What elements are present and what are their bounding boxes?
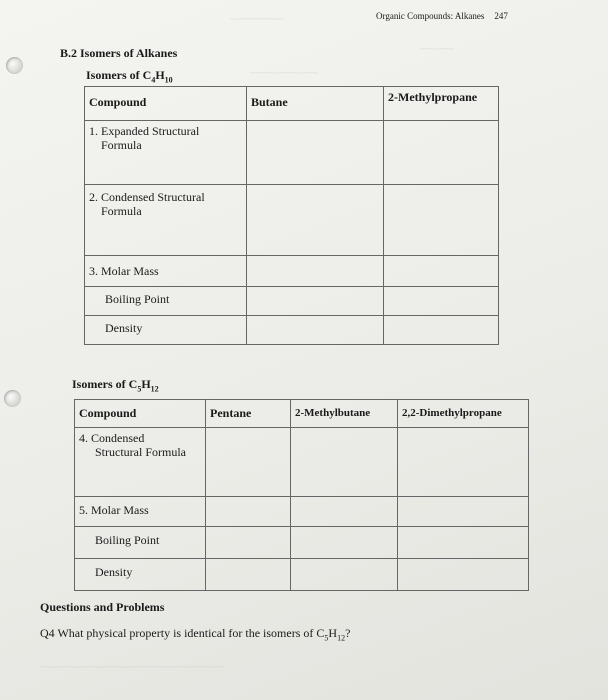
cell-2-methylpropane-expanded[interactable]	[384, 121, 499, 185]
question-q4: Q4 What physical property is identical for the isomers of $C_5H_{12}$?	[40, 626, 351, 643]
cell-2-methylpropane-molar-mass[interactable]	[384, 256, 499, 287]
col-2-2-dimethylpropane: 2,2-Dimethylpropane	[398, 400, 529, 428]
cell-2-methylbutane-density[interactable]	[291, 559, 398, 591]
c4-isomers-table	[84, 86, 499, 345]
cell-2-methylpropane-density[interactable]	[384, 316, 499, 345]
cell-2-methylpropane-boiling-point[interactable]	[384, 287, 499, 316]
cell-2-2-dimethylpropane-molar-mass[interactable]	[398, 497, 529, 527]
row-label-density: Density	[85, 316, 247, 345]
table-row	[85, 287, 499, 316]
col-butane: Butane	[247, 87, 384, 121]
col-2-methylbutane: 2-Methylbutane	[291, 400, 398, 428]
table-row	[75, 527, 529, 559]
cell-2-methylbutane-boiling-point[interactable]	[291, 527, 398, 559]
cell-2-methylbutane-condensed[interactable]	[291, 428, 398, 497]
row-label-boiling-point: Boiling Point	[85, 287, 247, 316]
c5-isomers-table	[74, 399, 529, 591]
cell-butane-boiling-point[interactable]	[247, 287, 384, 316]
cell-pentane-boiling-point[interactable]	[206, 527, 291, 559]
row-label-molar-mass: 3. Molar Mass	[85, 256, 247, 287]
row-label-density: Density	[75, 559, 206, 591]
punch-hole-icon	[4, 390, 21, 407]
col-compound: Compound	[75, 400, 206, 428]
c4-isomers-title: Isomers of $C_4H_{10}$	[86, 68, 173, 85]
bleed-through-text: ~~~~~~~~~~~~~~~~~~~~~~~~~~~~~~~~~~~~~~	[40, 662, 226, 672]
cell-butane-molar-mass[interactable]	[247, 256, 384, 287]
page-number: 247	[494, 11, 508, 21]
running-header	[376, 11, 508, 21]
cell-pentane-condensed[interactable]	[206, 428, 291, 497]
cell-pentane-density[interactable]	[206, 559, 291, 591]
cell-2-2-dimethylpropane-density[interactable]	[398, 559, 529, 591]
table-row	[85, 121, 499, 185]
cell-2-methylpropane-condensed[interactable]	[384, 185, 499, 256]
section-title: B.2 Isomers of Alkanes	[60, 46, 178, 60]
table-row	[75, 428, 529, 497]
row-label-boiling-point: Boiling Point	[75, 527, 206, 559]
table-row	[85, 256, 499, 287]
table-header-row	[85, 87, 499, 121]
punch-hole-icon	[6, 57, 23, 74]
cell-butane-density[interactable]	[247, 316, 384, 345]
questions-title: Questions and Problems	[40, 600, 165, 614]
row-label-molar-mass: 5. Molar Mass	[75, 497, 206, 527]
table-header-row	[75, 400, 529, 428]
bleed-through-text: ~~~~~~~~~~~	[230, 14, 284, 24]
cell-butane-condensed[interactable]	[247, 185, 384, 256]
running-title: Organic Compounds: Alkanes	[376, 11, 485, 21]
row-label-condensed-formula: 2. Condensed Structural Formula	[85, 185, 247, 256]
cell-2-methylbutane-molar-mass[interactable]	[291, 497, 398, 527]
col-2-methylpropane: 2-Methylpropane	[384, 87, 499, 121]
row-label-condensed-formula: 4. Condensed Structural Formula	[75, 428, 206, 497]
cell-butane-expanded[interactable]	[247, 121, 384, 185]
table-row	[85, 316, 499, 345]
bleed-through-text: ~~~~~~~~~~~~~~	[250, 68, 319, 78]
col-pentane: Pentane	[206, 400, 291, 428]
c5-isomers-title: Isomers of $C_5H_{12}$	[72, 377, 159, 394]
cell-2-2-dimethylpropane-boiling-point[interactable]	[398, 527, 529, 559]
table-row	[75, 497, 529, 527]
cell-pentane-molar-mass[interactable]	[206, 497, 291, 527]
table-row	[75, 559, 529, 591]
cell-2-2-dimethylpropane-condensed[interactable]	[398, 428, 529, 497]
bleed-through-text: ~~~~~~~	[420, 44, 455, 54]
table-row	[85, 185, 499, 256]
row-label-expanded-formula: 1. Expanded Structural Formula	[85, 121, 247, 185]
col-compound: Compound	[85, 87, 247, 121]
